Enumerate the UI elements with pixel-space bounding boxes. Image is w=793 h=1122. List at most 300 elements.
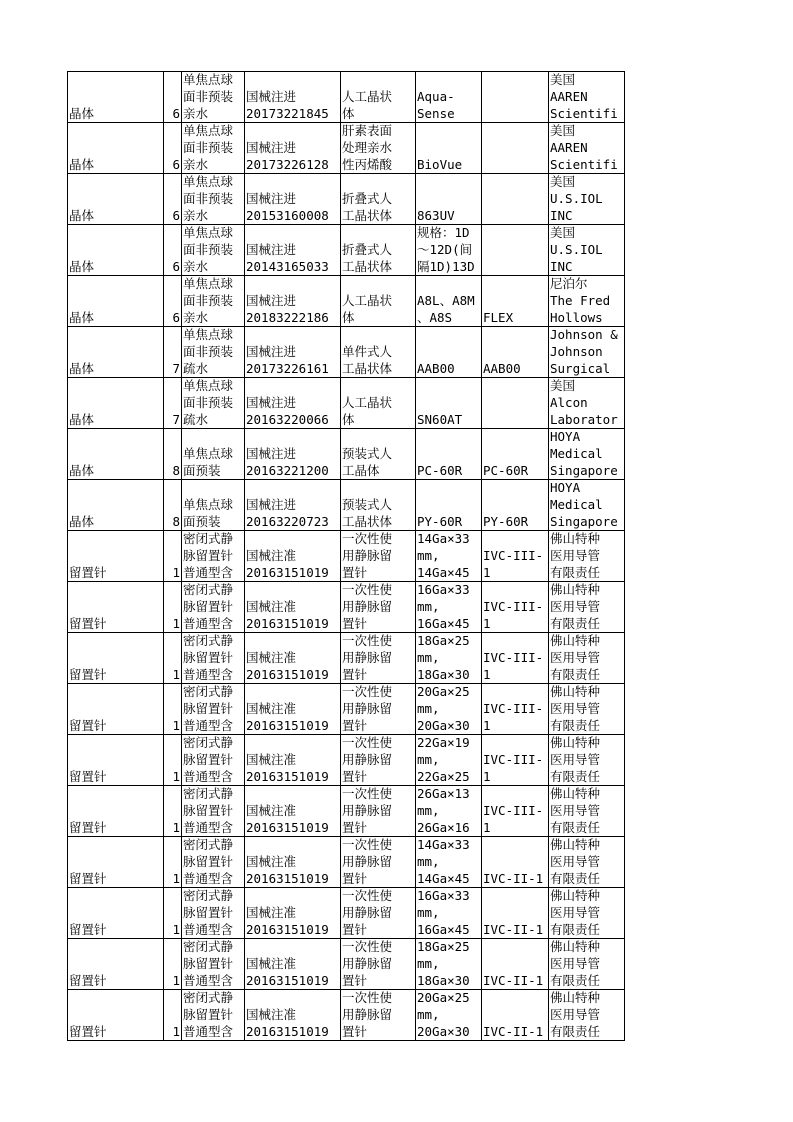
type-cell — [182, 225, 245, 276]
type-cell-line: 亲水 — [183, 157, 209, 172]
model-cell-line: mm, — [417, 854, 440, 869]
spec-cell-line: FLEX — [483, 310, 514, 325]
spec-cell — [482, 225, 549, 276]
product-name-cell-line: 人工晶状 — [342, 89, 393, 104]
manufacturer-cell-line: U.S.IOL — [550, 242, 603, 257]
spec-cell — [482, 735, 549, 786]
model-cell-line: 14Ga×45 — [417, 565, 470, 580]
number-cell: 1 — [164, 837, 182, 888]
manufacturer-cell — [549, 225, 625, 276]
type-cell-line: 普通型含 — [183, 565, 234, 580]
manufacturer-cell-line: Hollows — [550, 310, 603, 325]
product-name-cell-line: 置针 — [342, 565, 368, 580]
manufacturer-cell — [549, 582, 625, 633]
manufacturer-cell-line: 有限责任 — [550, 871, 601, 886]
spec-cell — [482, 72, 549, 123]
model-cell — [416, 684, 482, 735]
table-row — [68, 123, 625, 174]
product-name-cell-line: 置针 — [342, 769, 368, 784]
number-cell: 7 — [164, 378, 182, 429]
table-row — [68, 174, 625, 225]
spec-cell-line: IVC-III- — [483, 803, 544, 818]
product-name-cell — [341, 939, 416, 990]
manufacturer-cell-line: 医用导管 — [550, 548, 601, 563]
category-cell: 晶体 — [68, 123, 164, 174]
product-name-cell-line: 一次性使 — [342, 990, 393, 1005]
spec-cell-line: PC-60R — [483, 463, 529, 478]
registration-cell — [245, 939, 341, 990]
registration-cell-line: 国械注进 — [246, 446, 297, 461]
spec-cell-line: 1 — [483, 565, 491, 580]
registration-cell — [245, 174, 341, 225]
table-row — [68, 888, 625, 939]
table-row — [68, 633, 625, 684]
type-cell-line: 面非预装 — [183, 293, 234, 308]
product-name-cell-line: 一次性使 — [342, 735, 393, 750]
type-cell-line: 脉留置针 — [183, 956, 234, 971]
model-cell — [416, 429, 482, 480]
type-cell-line: 密闭式静 — [183, 837, 234, 852]
model-cell — [416, 888, 482, 939]
product-name-cell — [341, 582, 416, 633]
category-cell: 晶体 — [68, 378, 164, 429]
product-name-cell — [341, 174, 416, 225]
spec-cell — [482, 633, 549, 684]
spec-cell — [482, 939, 549, 990]
manufacturer-cell-line: 佛山特种 — [550, 633, 601, 648]
registration-cell-line: 国械注进 — [246, 395, 297, 410]
number-cell: 1 — [164, 990, 182, 1041]
model-cell — [416, 633, 482, 684]
spec-cell-line: 1 — [483, 718, 491, 733]
product-name-cell-line: 预装式人 — [342, 497, 393, 512]
type-cell-line: 面非预装 — [183, 89, 234, 104]
manufacturer-cell-line: 医用导管 — [550, 854, 601, 869]
category-cell: 晶体 — [68, 225, 164, 276]
registration-cell — [245, 327, 341, 378]
manufacturer-cell-line: INC — [550, 208, 573, 223]
product-name-cell-line: 用静脉留 — [342, 905, 393, 920]
product-name-cell — [341, 888, 416, 939]
product-name-cell — [341, 990, 416, 1041]
manufacturer-cell — [549, 480, 625, 531]
model-cell-line: mm, — [417, 905, 440, 920]
registration-cell — [245, 684, 341, 735]
product-name-cell-line: 置针 — [342, 667, 368, 682]
table-row — [68, 378, 625, 429]
model-cell — [416, 276, 482, 327]
type-cell-line: 单焦点球 — [183, 378, 234, 393]
model-cell — [416, 837, 482, 888]
registration-cell-line: 20163151019 — [246, 565, 329, 580]
manufacturer-cell-line: Medical — [550, 497, 603, 512]
manufacturer-cell-line: 佛山特种 — [550, 939, 601, 954]
manufacturer-cell-line: 有限责任 — [550, 565, 601, 580]
type-cell-line: 普通型含 — [183, 922, 234, 937]
registration-cell-line: 国械注进 — [246, 89, 297, 104]
registration-cell-line: 国械注准 — [246, 599, 297, 614]
manufacturer-cell-line: 佛山特种 — [550, 735, 601, 750]
type-cell-line: 面非预装 — [183, 395, 234, 410]
type-cell-line: 脉留置针 — [183, 905, 234, 920]
manufacturer-cell-line: 尼泊尔 — [550, 276, 588, 291]
product-name-cell-line: 人工晶状 — [342, 395, 393, 410]
product-name-cell-line: 工晶体 — [342, 463, 380, 478]
type-cell-line: 密闭式静 — [183, 990, 234, 1005]
manufacturer-cell-line: Medical — [550, 446, 603, 461]
registration-cell — [245, 123, 341, 174]
category-cell: 晶体 — [68, 174, 164, 225]
registration-cell — [245, 378, 341, 429]
model-cell-line: 14Ga×33 — [417, 531, 470, 546]
manufacturer-cell — [549, 327, 625, 378]
product-name-cell-line: 体 — [342, 310, 355, 325]
manufacturer-cell-line: Singapore — [550, 463, 618, 478]
manufacturer-cell-line: 有限责任 — [550, 922, 601, 937]
model-cell-line: AAB00 — [417, 361, 455, 376]
model-cell-line: 18Ga×30 — [417, 973, 470, 988]
product-name-cell-line: 体 — [342, 106, 355, 121]
model-cell-line: mm, — [417, 752, 440, 767]
registration-cell — [245, 582, 341, 633]
type-cell — [182, 786, 245, 837]
product-name-cell-line: 用静脉留 — [342, 599, 393, 614]
category-cell: 晶体 — [68, 327, 164, 378]
spec-cell — [482, 888, 549, 939]
product-name-cell-line: 肝素表面 — [342, 123, 393, 138]
category-cell: 晶体 — [68, 276, 164, 327]
spec-cell-line: 1 — [483, 820, 491, 835]
spec-cell-line: IVC-III- — [483, 599, 544, 614]
registration-cell-line: 国械注准 — [246, 1007, 297, 1022]
model-cell-line: SN60AT — [417, 412, 463, 427]
model-cell-line: 16Ga×33 — [417, 888, 470, 903]
spec-cell-line: IVC-III- — [483, 752, 544, 767]
product-name-cell — [341, 684, 416, 735]
product-name-cell — [341, 735, 416, 786]
type-cell-line: 单焦点球 — [183, 72, 234, 87]
model-cell-line: mm, — [417, 599, 440, 614]
manufacturer-cell-line: 医用导管 — [550, 905, 601, 920]
model-cell-line: Sense — [417, 106, 455, 121]
product-name-cell-line: 置针 — [342, 922, 368, 937]
manufacturer-cell-line: 佛山特种 — [550, 786, 601, 801]
manufacturer-cell-line: HOYA — [550, 480, 581, 495]
registration-cell — [245, 225, 341, 276]
model-cell-line: BioVue — [417, 157, 463, 172]
product-name-cell-line: 用静脉留 — [342, 803, 393, 818]
type-cell-line: 脉留置针 — [183, 1007, 234, 1022]
number-cell: 1 — [164, 633, 182, 684]
table-row — [68, 429, 625, 480]
manufacturer-cell-line: 有限责任 — [550, 973, 601, 988]
model-cell-line: PY-60R — [417, 514, 463, 529]
manufacturer-cell-line: Singapore — [550, 514, 618, 529]
number-cell: 7 — [164, 327, 182, 378]
type-cell — [182, 276, 245, 327]
type-cell-line: 普通型含 — [183, 1024, 234, 1039]
category-cell: 留置针 — [68, 531, 164, 582]
manufacturer-cell-line: 美国 — [550, 72, 576, 87]
product-name-cell-line: 置针 — [342, 820, 368, 835]
manufacturer-cell-line: 美国 — [550, 378, 576, 393]
product-name-cell-line: 工晶状体 — [342, 208, 393, 223]
number-cell: 1 — [164, 786, 182, 837]
type-cell-line: 单焦点球 — [183, 123, 234, 138]
registration-cell-line: 20163151019 — [246, 922, 329, 937]
type-cell-line: 亲水 — [183, 259, 209, 274]
type-cell-line: 单焦点球 — [183, 276, 234, 291]
product-name-cell — [341, 480, 416, 531]
manufacturer-cell — [549, 888, 625, 939]
manufacturer-cell-line: 佛山特种 — [550, 990, 601, 1005]
registration-cell — [245, 72, 341, 123]
registration-cell-line: 国械注准 — [246, 650, 297, 665]
type-cell-line: 普通型含 — [183, 718, 234, 733]
registration-cell-line: 国械注准 — [246, 803, 297, 818]
model-cell — [416, 531, 482, 582]
manufacturer-cell — [549, 123, 625, 174]
product-name-cell-line: 用静脉留 — [342, 650, 393, 665]
manufacturer-cell-line: 医用导管 — [550, 803, 601, 818]
product-name-cell-line: 用静脉留 — [342, 701, 393, 716]
registration-cell-line: 20163151019 — [246, 616, 329, 631]
table-row — [68, 990, 625, 1041]
type-cell — [182, 990, 245, 1041]
manufacturer-cell — [549, 633, 625, 684]
product-name-cell-line: 处理亲水 — [342, 140, 393, 155]
spec-cell — [482, 582, 549, 633]
spec-cell-line: IVC-III- — [483, 548, 544, 563]
table-row — [68, 531, 625, 582]
category-cell: 晶体 — [68, 429, 164, 480]
registration-cell — [245, 480, 341, 531]
type-cell-line: 单焦点球 — [183, 497, 234, 512]
type-cell — [182, 123, 245, 174]
manufacturer-cell-line: 医用导管 — [550, 752, 601, 767]
product-name-cell-line: 一次性使 — [342, 837, 393, 852]
spec-cell-line: IVC-III- — [483, 701, 544, 716]
type-cell-line: 单焦点球 — [183, 174, 234, 189]
manufacturer-cell-line: 美国 — [550, 225, 576, 240]
product-name-cell-line: 工晶状体 — [342, 259, 393, 274]
manufacturer-cell-line: AAREN — [550, 140, 588, 155]
product-name-cell — [341, 225, 416, 276]
product-name-cell-line: 一次性使 — [342, 684, 393, 699]
number-cell: 1 — [164, 531, 182, 582]
spec-cell — [482, 480, 549, 531]
product-name-cell — [341, 378, 416, 429]
model-cell-line: 18Ga×25 — [417, 633, 470, 648]
registration-cell-line: 国械注准 — [246, 956, 297, 971]
manufacturer-cell-line: Alcon — [550, 395, 588, 410]
number-cell: 1 — [164, 684, 182, 735]
model-cell-line: 20Ga×30 — [417, 718, 470, 733]
number-cell: 1 — [164, 939, 182, 990]
number-cell: 1 — [164, 735, 182, 786]
manufacturer-cell-line: 医用导管 — [550, 956, 601, 971]
manufacturer-cell-line: The Fred — [550, 293, 611, 308]
category-cell: 留置针 — [68, 684, 164, 735]
registration-cell-line: 20173226128 — [246, 157, 329, 172]
spec-cell-line: IVC-III- — [483, 650, 544, 665]
model-cell-line: 14Ga×33 — [417, 837, 470, 852]
type-cell — [182, 633, 245, 684]
manufacturer-cell-line: 有限责任 — [550, 718, 601, 733]
product-name-cell-line: 工晶状体 — [342, 361, 393, 376]
registration-cell-line: 国械注进 — [246, 140, 297, 155]
product-name-cell-line: 用静脉留 — [342, 1007, 393, 1022]
manufacturer-cell-line: Johnson — [550, 344, 603, 359]
spec-cell-line: PY-60R — [483, 514, 529, 529]
type-cell-line: 疏水 — [183, 412, 209, 427]
type-cell-line: 单焦点球 — [183, 327, 234, 342]
product-name-cell-line: 用静脉留 — [342, 752, 393, 767]
type-cell — [182, 174, 245, 225]
category-cell: 晶体 — [68, 480, 164, 531]
type-cell-line: 单焦点球 — [183, 225, 234, 240]
model-cell — [416, 174, 482, 225]
model-cell-line: 18Ga×25 — [417, 939, 470, 954]
type-cell — [182, 72, 245, 123]
manufacturer-cell — [549, 939, 625, 990]
product-name-cell-line: 用静脉留 — [342, 548, 393, 563]
model-cell — [416, 123, 482, 174]
spec-cell-line: 1 — [483, 616, 491, 631]
product-name-cell-line: 用静脉留 — [342, 854, 393, 869]
model-cell — [416, 225, 482, 276]
type-cell-line: 密闭式静 — [183, 531, 234, 546]
type-cell-line: 普通型含 — [183, 820, 234, 835]
category-cell: 留置针 — [68, 633, 164, 684]
manufacturer-cell-line: 佛山特种 — [550, 837, 601, 852]
type-cell-line: 亲水 — [183, 208, 209, 223]
spec-cell — [482, 123, 549, 174]
type-cell — [182, 684, 245, 735]
manufacturer-cell-line: AAREN — [550, 89, 588, 104]
type-cell — [182, 939, 245, 990]
model-cell-line: 16Ga×45 — [417, 922, 470, 937]
model-cell-line: mm, — [417, 701, 440, 716]
category-cell: 留置针 — [68, 888, 164, 939]
registration-cell — [245, 429, 341, 480]
type-cell — [182, 582, 245, 633]
spec-cell — [482, 276, 549, 327]
registration-cell-line: 20163151019 — [246, 973, 329, 988]
spec-cell-line: AAB00 — [483, 361, 521, 376]
manufacturer-cell-line: Johnson & — [550, 327, 618, 342]
model-cell-line: Aqua- — [417, 89, 455, 104]
type-cell-line: 密闭式静 — [183, 735, 234, 750]
product-name-cell — [341, 429, 416, 480]
table-row — [68, 837, 625, 888]
type-cell-line: 密闭式静 — [183, 888, 234, 903]
manufacturer-cell-line: 佛山特种 — [550, 582, 601, 597]
model-cell-line: mm, — [417, 1007, 440, 1022]
type-cell-line: 亲水 — [183, 310, 209, 325]
manufacturer-cell-line: 医用导管 — [550, 1007, 601, 1022]
manufacturer-cell-line: Scientifi — [550, 157, 618, 172]
manufacturer-cell — [549, 735, 625, 786]
manufacturer-cell-line: Scientifi — [550, 106, 618, 121]
spec-cell-line: IVC-II-1 — [483, 922, 544, 937]
type-cell-line: 亲水 — [183, 106, 209, 121]
manufacturer-cell — [549, 837, 625, 888]
manufacturer-cell — [549, 429, 625, 480]
category-cell: 留置针 — [68, 837, 164, 888]
model-cell-line: PC-60R — [417, 463, 463, 478]
registration-cell-line: 国械注准 — [246, 905, 297, 920]
model-cell-line: 26Ga×13 — [417, 786, 470, 801]
type-cell-line: 脉留置针 — [183, 701, 234, 716]
type-cell-line: 面非预装 — [183, 242, 234, 257]
registration-cell — [245, 990, 341, 1041]
product-name-cell-line: 性丙烯酸 — [342, 157, 393, 172]
spec-cell-line: 1 — [483, 667, 491, 682]
model-cell-line: A8L、A8M — [417, 293, 475, 308]
table-row — [68, 939, 625, 990]
manufacturer-cell — [549, 174, 625, 225]
category-cell: 留置针 — [68, 786, 164, 837]
product-name-cell-line: 一次性使 — [342, 939, 393, 954]
product-name-cell-line: 一次性使 — [342, 531, 393, 546]
type-cell-line: 脉留置针 — [183, 650, 234, 665]
registration-cell-line: 20173221845 — [246, 106, 329, 121]
model-cell — [416, 480, 482, 531]
type-cell — [182, 735, 245, 786]
type-cell-line: 脉留置针 — [183, 548, 234, 563]
manufacturer-cell-line: 有限责任 — [550, 820, 601, 835]
product-name-cell-line: 一次性使 — [342, 786, 393, 801]
product-name-cell-line: 折叠式人 — [342, 242, 393, 257]
registration-cell — [245, 837, 341, 888]
model-cell — [416, 72, 482, 123]
spec-cell — [482, 174, 549, 225]
device-table — [67, 71, 625, 1041]
manufacturer-cell-line: Surgical — [550, 361, 611, 376]
registration-cell-line: 20163151019 — [246, 718, 329, 733]
product-name-cell — [341, 276, 416, 327]
product-name-cell-line: 折叠式人 — [342, 191, 393, 206]
product-name-cell — [341, 531, 416, 582]
type-cell-line: 面非预装 — [183, 140, 234, 155]
category-cell: 留置针 — [68, 990, 164, 1041]
type-cell-line: 密闭式静 — [183, 582, 234, 597]
product-name-cell-line: 置针 — [342, 973, 368, 988]
type-cell-line: 普通型含 — [183, 871, 234, 886]
manufacturer-cell — [549, 378, 625, 429]
number-cell: 6 — [164, 174, 182, 225]
spec-cell — [482, 990, 549, 1041]
manufacturer-cell-line: 有限责任 — [550, 616, 601, 631]
type-cell-line: 普通型含 — [183, 769, 234, 784]
model-cell-line: 22Ga×19 — [417, 735, 470, 750]
type-cell-line: 普通型含 — [183, 616, 234, 631]
category-cell: 晶体 — [68, 72, 164, 123]
registration-cell-line: 20163220066 — [246, 412, 329, 427]
product-name-cell — [341, 123, 416, 174]
table-row — [68, 684, 625, 735]
type-cell — [182, 480, 245, 531]
manufacturer-cell — [549, 990, 625, 1041]
type-cell-line: 面非预装 — [183, 344, 234, 359]
type-cell — [182, 327, 245, 378]
registration-cell-line: 20163151019 — [246, 1024, 329, 1039]
category-cell: 留置针 — [68, 939, 164, 990]
product-name-cell — [341, 72, 416, 123]
spec-cell-line: 1 — [483, 769, 491, 784]
model-cell-line: 隔1D)13D — [417, 259, 475, 274]
